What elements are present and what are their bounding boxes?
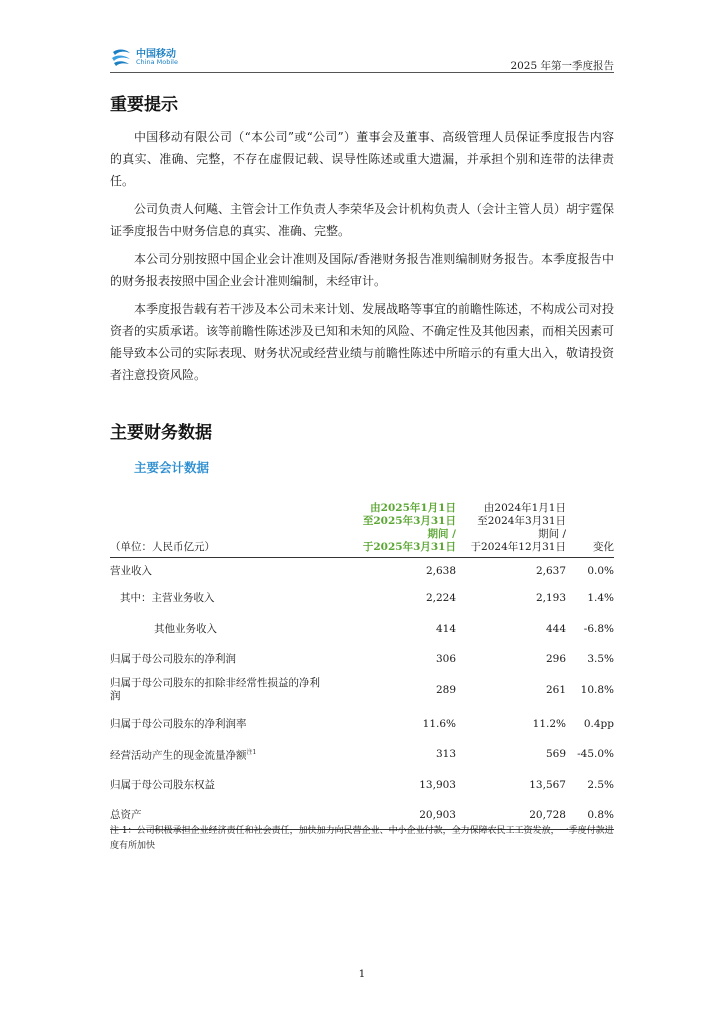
key-accounting-data-table [110,502,614,830]
previous-value: 261 [545,683,566,696]
change-value: 10.8% [580,683,614,696]
table-row [110,585,614,612]
previous-value: 13,567 [529,778,566,791]
previous-value: 444 [545,622,566,635]
table-footnote: 注 1：公司积极承担企业经济责任和社会责任，加快加力向民营企业、中小企业付款，全力保障农民工工资发放，一季度付款进度有所加快 [110,826,614,851]
current-value: 414 [435,622,456,635]
row-label: 归属于母公司股东的扣除非经常性损益的净利 润 [110,677,320,702]
report-name: 2025 年第一季度报告 [510,60,614,72]
china-mobile-logo [110,44,180,70]
current-value: 306 [435,653,456,665]
section-title-key-financial-data: 主要财务数据 [110,423,212,443]
notice-paragraph: 公司负责人何飚、主管会计工作负责人李荣华及会计机构负责人（会计主管人员）胡宇霆保证季度报告中财务信息的真实、准确、完整。 [110,202,615,238]
section-title-important-notice: 重要提示 [110,95,178,115]
important-notice-body [110,126,614,392]
table-row [110,707,614,741]
table-header-row [110,502,614,558]
header-divider [110,72,614,73]
current-period-header: 由2025年1月1日 至2025年3月31日 期间 / 于2025年3月31日 [362,502,456,553]
notice-paragraph: 中国移动有限公司（“本公司”或“公司”）董事会及董事、高级管理人员保证季度报告内容的真实、准确、完整，不存在虚假记载、误导性陈述或重大遗漏，并承担个别和连带的法律责任。 [110,130,614,188]
previous-value: 296 [545,653,566,665]
change-value: 0.8% [587,809,614,821]
row-label: 归属于母公司股东的净利润率 [110,717,247,730]
previous-value: 11.2% [532,717,566,730]
table-row [110,768,614,802]
subsection-title-key-accounting-data: 主要会计数据 [134,460,210,475]
current-value: 289 [435,683,456,696]
change-value: 3.5% [587,653,614,665]
previous-value: 20,728 [529,809,566,821]
change-value: 1.4% [587,592,614,604]
row-label: 营业收入 [110,565,152,577]
table-row [110,673,614,707]
current-value: 2,638 [425,565,456,577]
previous-value: 2,193 [535,592,566,604]
change-value: -45.0% [577,748,614,760]
current-value: 11.6% [422,717,456,730]
table-row [110,741,614,768]
previous-period-header: 由2024年1月1日 至2024年3月31日 期间 / 于2024年12月31日 [470,502,566,553]
current-value: 2,224 [425,592,456,604]
current-value: 13,903 [419,778,456,791]
table-row [110,558,614,586]
footnote-mark: 注1 [246,749,257,757]
change-header: 变化 [593,541,614,553]
row-label: 其他业务收入 [154,622,217,635]
table-row [110,646,614,673]
previous-value: 2,637 [535,565,566,577]
notice-paragraph: 本季度报告载有若干涉及本公司未来计划、发展战略等事宜的前瞻性陈述，不构成公司对投资者的实质承诺。该等前瞻性陈述涉及已知和未知的风险、不确定性及其他因素，而相关因素可能导致本公司的实际表现、财务状况或经营业绩与前瞻性陈述中所暗示的有重大出入，敬请投资者注意投资风险。 [110,302,615,382]
row-label: 归属于母公司股东的净利润 [110,653,236,665]
change-value: 0.0% [587,565,614,577]
logo-english-text: China Mobile [136,58,178,66]
current-value: 313 [435,748,456,760]
current-value: 20,903 [419,809,456,821]
logo-chinese-text: 中国移动 [136,49,176,60]
page-number: 1 [358,968,366,980]
change-value: -6.8% [583,622,614,635]
row-label: 经营活动产生的现金流量净额$^{注1}$ [110,749,257,762]
unit-label: （单位：人民币亿元） [110,541,215,553]
change-value: 0.4pp [583,717,614,730]
row-label: 总资产 [110,809,142,821]
notice-paragraph: 本公司分别按照中国企业会计准则及国际/香港财务报告准则编制财务报告。本季度报告中的财务报表按照中国企业会计准则编制，未经审计。 [110,252,614,288]
table-row [110,612,614,646]
page-header [110,44,614,74]
china-mobile-logo-icon [110,46,132,68]
row-label: 其中：主营业务收入 [120,592,215,604]
previous-value: 569 [545,748,566,760]
change-value: 2.5% [587,778,614,791]
row-label: 归属于母公司股东权益 [110,778,215,791]
